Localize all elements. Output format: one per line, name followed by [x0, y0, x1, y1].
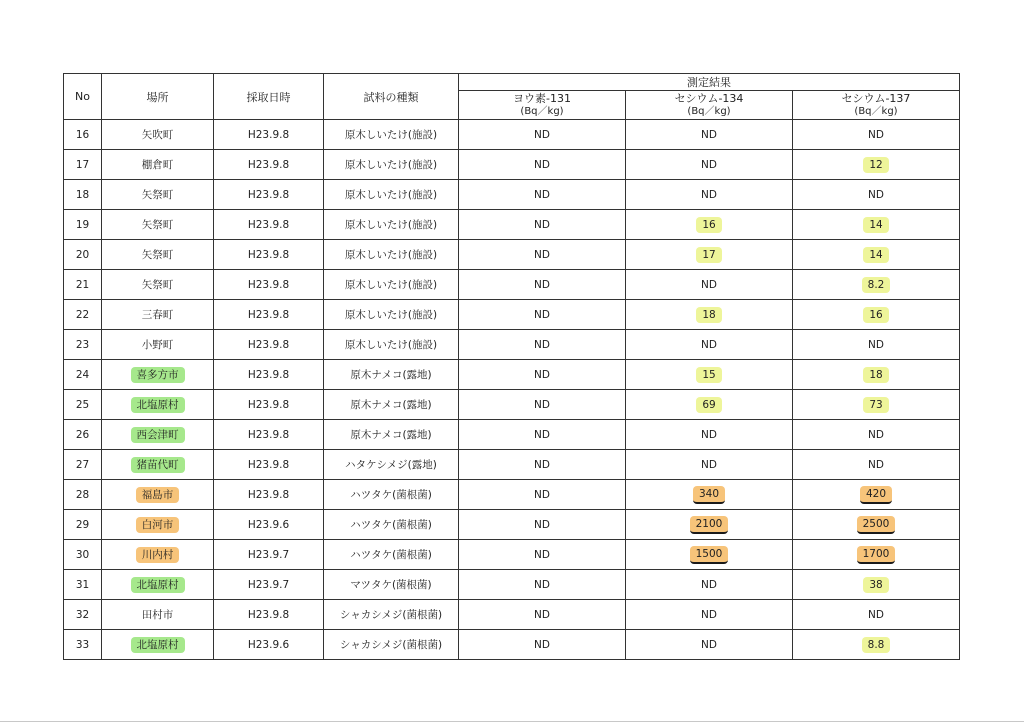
row-place: 猪苗代町 — [131, 457, 185, 473]
header-cs137-name: セシウム-137 — [841, 92, 911, 105]
row-place: 三春町 — [141, 309, 174, 321]
row-no: 29 — [75, 518, 90, 531]
row-date-cell — [214, 300, 324, 330]
table-row — [64, 120, 960, 150]
row-place: 白河市 — [136, 517, 180, 533]
row-i131-cell — [459, 600, 626, 630]
row-i131-cell — [459, 540, 626, 570]
row-date-cell — [214, 240, 324, 270]
row-kind: 原木ナメコ(露地) — [350, 429, 432, 441]
row-date: H23.9.8 — [247, 188, 290, 201]
row-cs134-cell — [626, 480, 793, 510]
row-cs137-cell — [793, 120, 960, 150]
row-date: H23.9.8 — [247, 608, 290, 621]
row-cs137-cell — [793, 210, 960, 240]
row-cs134-cell — [626, 150, 793, 180]
row-cs137: 8.8 — [862, 637, 891, 653]
row-place-cell — [102, 150, 214, 180]
row-i131-cell — [459, 210, 626, 240]
row-cs134-cell — [626, 180, 793, 210]
row-place-cell — [102, 390, 214, 420]
row-cs137-cell — [793, 510, 960, 540]
row-no-cell — [64, 240, 102, 270]
row-date: H23.9.8 — [247, 458, 290, 471]
row-no: 16 — [75, 128, 90, 141]
row-no-cell — [64, 600, 102, 630]
row-kind-cell — [324, 360, 459, 390]
row-place: 喜多方市 — [131, 367, 185, 383]
header-cs137-unit: (Bq／kg) — [854, 106, 898, 117]
row-date: H23.9.8 — [247, 308, 290, 321]
row-cs134: 69 — [696, 397, 721, 413]
row-cs137: 8.2 — [862, 277, 891, 293]
row-cs134: ND — [701, 428, 717, 441]
row-place: 北塩原村 — [131, 397, 185, 413]
row-kind-cell — [324, 300, 459, 330]
row-cs137: ND — [868, 188, 884, 201]
row-no: 30 — [75, 548, 90, 561]
row-cs137: 420 — [860, 486, 892, 504]
row-kind-cell — [324, 270, 459, 300]
row-cs134-cell — [626, 300, 793, 330]
row-i131-cell — [459, 180, 626, 210]
row-cs134: 2100 — [690, 516, 729, 534]
row-date: H23.9.7 — [247, 548, 290, 561]
row-cs137: ND — [868, 128, 884, 141]
row-cs137-cell — [793, 570, 960, 600]
row-date-cell — [214, 480, 324, 510]
header-cs134 — [626, 91, 793, 120]
row-no: 32 — [75, 608, 90, 621]
row-i131: ND — [534, 188, 550, 201]
table-row — [64, 540, 960, 570]
row-i131: ND — [534, 218, 550, 231]
row-no-cell — [64, 540, 102, 570]
row-i131: ND — [534, 428, 550, 441]
row-cs137-cell — [793, 270, 960, 300]
row-no: 31 — [75, 578, 90, 591]
row-kind: 原木しいたけ(施設) — [344, 309, 438, 321]
row-kind: 原木しいたけ(施設) — [344, 219, 438, 231]
row-cs134: 16 — [696, 217, 721, 233]
row-cs137: 1700 — [857, 546, 896, 564]
table-row — [64, 300, 960, 330]
row-date-cell — [214, 390, 324, 420]
row-cs137: ND — [868, 458, 884, 471]
row-cs134: 1500 — [690, 546, 729, 564]
row-no-cell — [64, 210, 102, 240]
row-place-cell — [102, 210, 214, 240]
table-row — [64, 180, 960, 210]
table-header — [64, 74, 960, 120]
row-cs137-cell — [793, 480, 960, 510]
row-date: H23.9.8 — [247, 428, 290, 441]
row-place: 棚倉町 — [141, 159, 174, 171]
row-date: H23.9.8 — [247, 158, 290, 171]
row-cs137: 73 — [863, 397, 888, 413]
row-no-cell — [64, 420, 102, 450]
row-cs134: ND — [701, 578, 717, 591]
row-cs134: ND — [701, 638, 717, 651]
row-no: 22 — [75, 308, 90, 321]
row-date: H23.9.8 — [247, 398, 290, 411]
row-no-cell — [64, 330, 102, 360]
table-row — [64, 360, 960, 390]
row-cs134-cell — [626, 540, 793, 570]
row-i131: ND — [534, 608, 550, 621]
row-i131: ND — [534, 128, 550, 141]
row-cs137: 2500 — [857, 516, 896, 534]
row-cs134: ND — [701, 188, 717, 201]
header-place: 場所 — [102, 74, 214, 120]
page-bottom-rule — [0, 721, 1024, 722]
row-date: H23.9.8 — [247, 248, 290, 261]
row-i131: ND — [534, 308, 550, 321]
row-no-cell — [64, 300, 102, 330]
row-i131-cell — [459, 630, 626, 660]
table-row — [64, 600, 960, 630]
row-place-cell — [102, 570, 214, 600]
row-i131: ND — [534, 368, 550, 381]
row-cs137: ND — [868, 338, 884, 351]
row-kind-cell — [324, 240, 459, 270]
row-place-cell — [102, 120, 214, 150]
table-row — [64, 450, 960, 480]
row-cs137: 18 — [863, 367, 888, 383]
row-kind-cell — [324, 600, 459, 630]
row-cs137-cell — [793, 330, 960, 360]
row-place: 小野町 — [141, 339, 174, 351]
row-no-cell — [64, 570, 102, 600]
row-cs137-cell — [793, 390, 960, 420]
row-cs137-cell — [793, 630, 960, 660]
row-no-cell — [64, 360, 102, 390]
row-no: 27 — [75, 458, 90, 471]
table-row — [64, 150, 960, 180]
row-date-cell — [214, 450, 324, 480]
row-date-cell — [214, 270, 324, 300]
row-kind-cell — [324, 480, 459, 510]
table-row — [64, 390, 960, 420]
row-i131-cell — [459, 270, 626, 300]
row-date: H23.9.6 — [247, 518, 290, 531]
row-no-cell — [64, 270, 102, 300]
row-cs137: 16 — [863, 307, 888, 323]
row-kind: 原木しいたけ(施設) — [344, 249, 438, 261]
header-results: 測定結果 — [459, 74, 960, 91]
row-place-cell — [102, 240, 214, 270]
row-place: 北塩原村 — [131, 637, 185, 653]
row-date: H23.9.8 — [247, 368, 290, 381]
row-kind-cell — [324, 450, 459, 480]
row-kind-cell — [324, 510, 459, 540]
row-date: H23.9.8 — [247, 338, 290, 351]
row-cs137-cell — [793, 540, 960, 570]
row-i131-cell — [459, 300, 626, 330]
row-date-cell — [214, 570, 324, 600]
row-i131: ND — [534, 398, 550, 411]
row-no-cell — [64, 480, 102, 510]
row-no-cell — [64, 150, 102, 180]
row-place: 福島市 — [136, 487, 180, 503]
row-kind-cell — [324, 570, 459, 600]
row-i131-cell — [459, 360, 626, 390]
row-cs134: 340 — [693, 486, 725, 504]
row-kind-cell — [324, 420, 459, 450]
row-place: 北塩原村 — [131, 577, 185, 593]
row-place: 西会津町 — [131, 427, 185, 443]
row-date-cell — [214, 150, 324, 180]
table-body — [64, 120, 960, 660]
row-no: 25 — [75, 398, 90, 411]
row-cs134: ND — [701, 278, 717, 291]
row-no-cell — [64, 180, 102, 210]
row-kind: 原木しいたけ(施設) — [344, 129, 438, 141]
row-no: 24 — [75, 368, 90, 381]
row-no: 19 — [75, 218, 90, 231]
table-row — [64, 570, 960, 600]
row-cs134-cell — [626, 390, 793, 420]
row-no: 23 — [75, 338, 90, 351]
row-i131-cell — [459, 390, 626, 420]
table-row — [64, 420, 960, 450]
row-cs134: ND — [701, 458, 717, 471]
row-kind: 原木しいたけ(施設) — [344, 339, 438, 351]
row-place-cell — [102, 420, 214, 450]
row-cs137-cell — [793, 240, 960, 270]
row-date-cell — [214, 510, 324, 540]
row-kind-cell — [324, 390, 459, 420]
row-i131-cell — [459, 570, 626, 600]
row-i131: ND — [534, 548, 550, 561]
row-cs137-cell — [793, 420, 960, 450]
row-date: H23.9.8 — [247, 488, 290, 501]
row-kind: 原木ナメコ(露地) — [350, 369, 432, 381]
row-place-cell — [102, 270, 214, 300]
row-i131: ND — [534, 338, 550, 351]
row-place: 矢祭町 — [141, 249, 174, 261]
row-kind: 原木しいたけ(施設) — [344, 189, 438, 201]
row-i131-cell — [459, 480, 626, 510]
row-cs137: 12 — [863, 157, 888, 173]
table-row — [64, 210, 960, 240]
row-cs134: ND — [701, 338, 717, 351]
row-no: 28 — [75, 488, 90, 501]
row-place-cell — [102, 480, 214, 510]
table-row — [64, 240, 960, 270]
row-date-cell — [214, 330, 324, 360]
row-cs137: 14 — [863, 247, 888, 263]
row-cs137: ND — [868, 608, 884, 621]
table-row — [64, 270, 960, 300]
row-i131: ND — [534, 248, 550, 261]
row-cs134-cell — [626, 360, 793, 390]
row-i131: ND — [534, 278, 550, 291]
row-kind: ハツタケ(菌根菌) — [350, 519, 432, 531]
row-cs134-cell — [626, 630, 793, 660]
row-place: 矢祭町 — [141, 189, 174, 201]
table-row — [64, 480, 960, 510]
row-no: 18 — [75, 188, 90, 201]
row-date-cell — [214, 120, 324, 150]
row-i131: ND — [534, 638, 550, 651]
row-i131: ND — [534, 458, 550, 471]
row-date-cell — [214, 420, 324, 450]
row-cs134-cell — [626, 270, 793, 300]
row-no-cell — [64, 450, 102, 480]
row-no-cell — [64, 630, 102, 660]
row-kind-cell — [324, 630, 459, 660]
row-i131-cell — [459, 450, 626, 480]
row-cs134: 15 — [696, 367, 721, 383]
row-date-cell — [214, 600, 324, 630]
row-cs134: ND — [701, 608, 717, 621]
row-cs137-cell — [793, 150, 960, 180]
row-no: 17 — [75, 158, 90, 171]
row-cs134: ND — [701, 128, 717, 141]
row-place-cell — [102, 300, 214, 330]
row-place-cell — [102, 450, 214, 480]
row-place: 矢祭町 — [141, 279, 174, 291]
header-cs134-unit: (Bq／kg) — [687, 106, 731, 117]
row-no: 20 — [75, 248, 90, 261]
row-cs137-cell — [793, 360, 960, 390]
row-kind-cell — [324, 210, 459, 240]
row-cs134-cell — [626, 330, 793, 360]
header-i131 — [459, 91, 626, 120]
row-no-cell — [64, 390, 102, 420]
row-kind-cell — [324, 150, 459, 180]
row-cs137: ND — [868, 428, 884, 441]
row-cs134: 17 — [696, 247, 721, 263]
row-date: H23.9.6 — [247, 638, 290, 651]
row-cs134-cell — [626, 600, 793, 630]
row-i131-cell — [459, 240, 626, 270]
row-no: 26 — [75, 428, 90, 441]
row-cs134-cell — [626, 510, 793, 540]
header-cs137 — [793, 91, 960, 120]
row-cs137-cell — [793, 300, 960, 330]
row-kind: 原木しいたけ(施設) — [344, 159, 438, 171]
row-kind: ハツタケ(菌根菌) — [350, 489, 432, 501]
header-no: No — [64, 74, 102, 120]
row-kind-cell — [324, 180, 459, 210]
row-cs137: 14 — [863, 217, 888, 233]
row-i131-cell — [459, 420, 626, 450]
row-place-cell — [102, 540, 214, 570]
row-kind: 原木ナメコ(露地) — [350, 399, 432, 411]
row-cs134: 18 — [696, 307, 721, 323]
row-i131-cell — [459, 510, 626, 540]
row-place-cell — [102, 600, 214, 630]
row-date-cell — [214, 630, 324, 660]
row-i131: ND — [534, 518, 550, 531]
row-cs137: 38 — [863, 577, 888, 593]
row-cs137-cell — [793, 180, 960, 210]
row-no: 33 — [75, 638, 90, 651]
row-i131: ND — [534, 158, 550, 171]
row-kind-cell — [324, 330, 459, 360]
row-no: 21 — [75, 278, 90, 291]
row-cs134-cell — [626, 240, 793, 270]
row-no-cell — [64, 120, 102, 150]
row-kind: マツタケ(菌根菌) — [350, 579, 432, 591]
header-sample-kind: 試料の種類 — [324, 74, 459, 120]
row-place-cell — [102, 360, 214, 390]
row-i131-cell — [459, 330, 626, 360]
row-date-cell — [214, 540, 324, 570]
row-cs137-cell — [793, 600, 960, 630]
row-cs134-cell — [626, 450, 793, 480]
row-kind: 原木しいたけ(施設) — [344, 279, 438, 291]
row-date-cell — [214, 360, 324, 390]
table-row — [64, 510, 960, 540]
row-date-cell — [214, 210, 324, 240]
row-date: H23.9.7 — [247, 578, 290, 591]
measurement-table — [63, 73, 960, 660]
row-kind: シャカシメジ(菌根菌) — [339, 639, 443, 651]
row-cs134-cell — [626, 210, 793, 240]
table-row — [64, 330, 960, 360]
row-date: H23.9.8 — [247, 128, 290, 141]
row-i131-cell — [459, 120, 626, 150]
row-kind: ハツタケ(菌根菌) — [350, 549, 432, 561]
row-kind-cell — [324, 540, 459, 570]
row-date-cell — [214, 180, 324, 210]
header-date: 採取日時 — [214, 74, 324, 120]
row-i131: ND — [534, 488, 550, 501]
row-place-cell — [102, 630, 214, 660]
row-no-cell — [64, 510, 102, 540]
header-i131-name: ヨウ素-131 — [513, 92, 571, 105]
row-date: H23.9.8 — [247, 218, 290, 231]
row-cs134-cell — [626, 120, 793, 150]
header-i131-unit: (Bq／kg) — [520, 106, 564, 117]
row-date: H23.9.8 — [247, 278, 290, 291]
row-place-cell — [102, 180, 214, 210]
row-cs134-cell — [626, 420, 793, 450]
row-kind: ハタケシメジ(露地) — [345, 459, 437, 471]
row-place-cell — [102, 330, 214, 360]
row-kind: シャカシメジ(菌根菌) — [339, 609, 443, 621]
row-cs134-cell — [626, 570, 793, 600]
table-row — [64, 630, 960, 660]
row-i131: ND — [534, 578, 550, 591]
row-cs137-cell — [793, 450, 960, 480]
row-place: 川内村 — [136, 547, 180, 563]
row-place-cell — [102, 510, 214, 540]
row-kind-cell — [324, 120, 459, 150]
row-cs134: ND — [701, 158, 717, 171]
row-i131-cell — [459, 150, 626, 180]
row-place: 田村市 — [141, 609, 174, 621]
row-place: 矢吹町 — [141, 129, 174, 141]
header-cs134-name: セシウム-134 — [674, 92, 744, 105]
row-place: 矢祭町 — [141, 219, 174, 231]
